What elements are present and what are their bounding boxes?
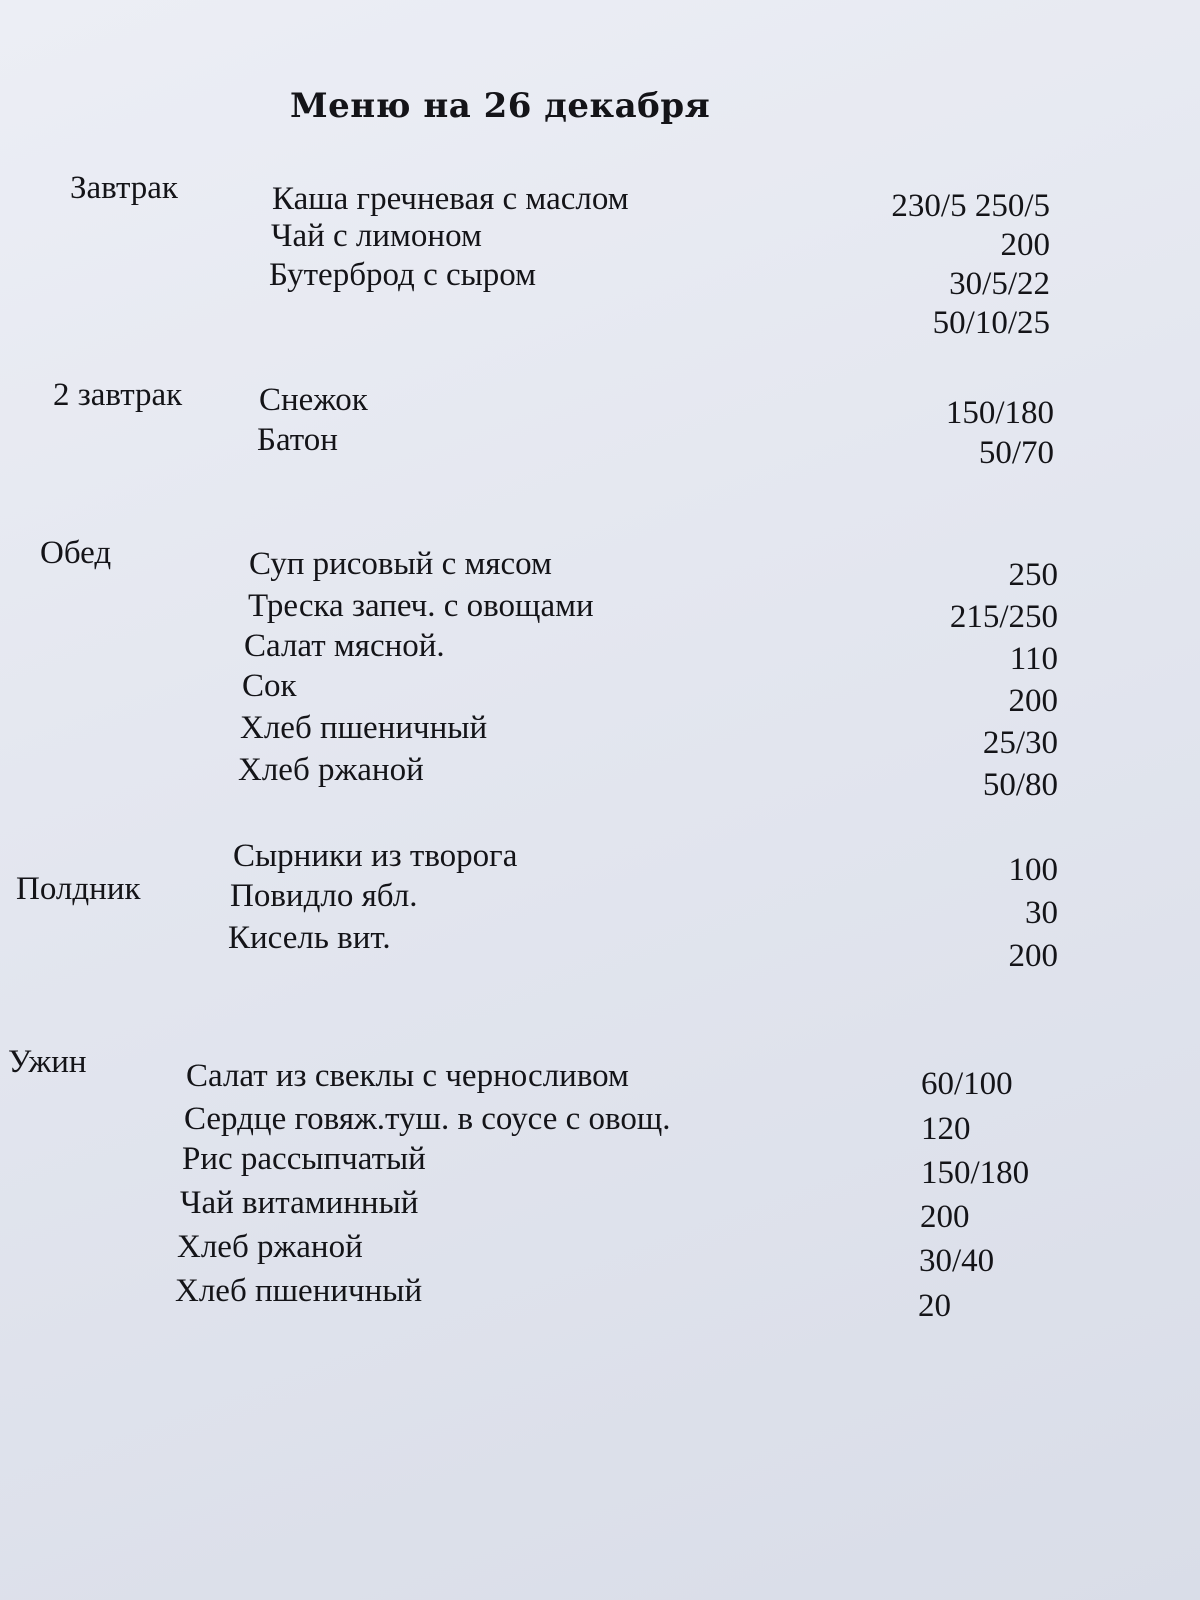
portion-amount: 250 [1008, 557, 1058, 593]
menu-item: Салат мясной. [244, 628, 445, 664]
menu-item: Бутерброд с сыром [269, 257, 537, 293]
portion-amount: 30 [1025, 895, 1058, 931]
section-label-dinner: Ужин [8, 1044, 87, 1080]
portion-amount: 100 [1008, 852, 1058, 888]
portion-amount: 50/80 [982, 767, 1058, 803]
menu-item: Хлеб пшеничный [175, 1273, 423, 1309]
menu-item: Каша гречневая с маслом [272, 181, 629, 217]
portion-amount: 150/180 [945, 395, 1054, 431]
portion-amount: 30/5/22 [949, 266, 1050, 302]
section-label-breakfast: Завтрак [70, 170, 178, 206]
portion-amount: 200 [1008, 683, 1058, 719]
menu-item: Чай витаминный [180, 1185, 419, 1221]
portion-amount: 200 [920, 1199, 970, 1235]
portion-amount: 110 [1009, 641, 1058, 677]
menu-item: Суп рисовый с мясом [249, 546, 552, 582]
section-label-second-breakfast: 2 завтрак [53, 377, 183, 413]
menu-item: Сок [242, 668, 297, 704]
menu-item: Чай с лимоном [271, 218, 482, 254]
section-label-afternoon-snack: Полдник [16, 871, 141, 907]
menu-item: Кисель вит. [228, 920, 391, 956]
portion-amount: 25/30 [982, 725, 1058, 761]
menu-item: Хлеб пшеничный [240, 710, 488, 746]
menu-item: Снежок [259, 382, 368, 418]
menu-item: Сырники из творога [233, 838, 518, 874]
portion-amount: 60/100 [921, 1066, 1013, 1102]
portion-amount: 150/180 [921, 1155, 1030, 1191]
section-label-lunch: Обед [40, 535, 112, 571]
portion-amount: 50/70 [978, 435, 1054, 471]
menu-item: Рис рассыпчатый [182, 1141, 426, 1177]
portion-amount: 200 [1000, 227, 1050, 263]
menu-item: Треска запеч. с овощами [248, 588, 594, 624]
menu-item: Повидло ябл. [230, 878, 418, 914]
menu-item: Салат из свеклы с черносливом [186, 1058, 629, 1094]
menu-item: Хлеб ржаной [177, 1229, 363, 1265]
portion-amount: 230/5 250/5 [891, 188, 1050, 224]
portion-amount: 30/40 [919, 1243, 995, 1279]
portion-amount: 200 [1008, 938, 1058, 974]
menu-item: Сердце говяж.туш. в соусе с овощ. [184, 1101, 671, 1137]
menu-item: Хлеб ржаной [238, 752, 424, 788]
portion-amount: 215/250 [949, 599, 1058, 635]
menu-item: Батон [257, 422, 338, 458]
page-title: Меню на 26 декабря [290, 86, 711, 126]
portion-amount: 120 [921, 1111, 971, 1147]
portion-amount: 50/10/25 [932, 305, 1050, 341]
portion-amount: 20 [918, 1288, 951, 1324]
